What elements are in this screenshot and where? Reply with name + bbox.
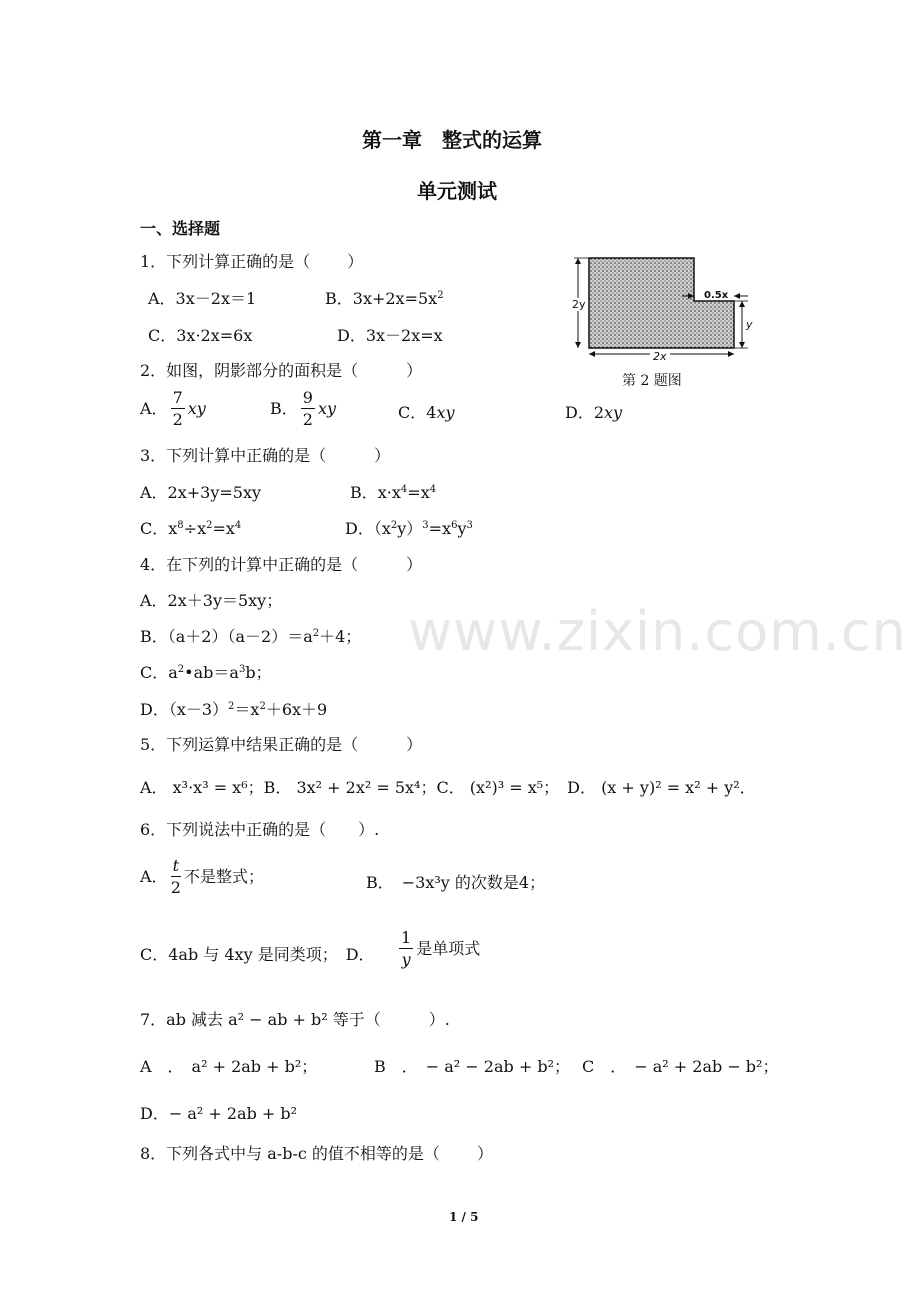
- q2-option-c: C．4xy: [398, 403, 455, 422]
- question-6-stem: 6．下列说法中正确的是（ ）.: [140, 820, 380, 839]
- q7-option-b: B ． − a² − 2ab + b²；: [374, 1057, 570, 1076]
- q7-option-a: A ． a² + 2ab + b²；: [140, 1057, 318, 1076]
- question-7-stem: 7．ab 减去 a² − ab + b² 等于（ ）.: [140, 1010, 450, 1029]
- q3-option-a: A．2x+3y=5xy: [140, 483, 262, 502]
- q1-option-a: A．3x－2x＝1: [148, 289, 257, 308]
- page-title: 第一章 整式的运算: [362, 128, 542, 152]
- q5-options: A． x³·x³ = x⁶；B． 3x² + 2x² = 5x⁴；C． (x²)³ = x⁵； D． (x + y)² = x² + y²．: [140, 778, 756, 797]
- q7-option-c: C ． − a² + 2ab − b²；: [582, 1057, 779, 1076]
- label-2x: 2x: [650, 350, 670, 363]
- question-3-stem: 3．下列计算中正确的是（ ）: [140, 446, 391, 465]
- q2-option-a: A． $\frac{7}{2}$ xy: [140, 388, 206, 429]
- question-5-stem: 5．下列运算中结果正确的是（ ）: [140, 735, 423, 754]
- watermark: www.zixin.com.cn: [408, 600, 907, 663]
- question-4-stem: 4．在下列的计算中正确的是（ ）: [140, 555, 423, 574]
- page-number: 1 / 5: [449, 1210, 479, 1224]
- q2-option-b: B． $\frac{9}{2}$ xy: [270, 388, 337, 429]
- q2-option-d: D．2xy: [565, 403, 623, 422]
- q1-option-c: C．3x·2x=6x: [148, 326, 253, 345]
- q6-option-a: A． $\frac{t}{2}$ 不是整式；: [140, 856, 265, 897]
- section-heading: 一、选择题: [140, 219, 221, 238]
- q4-option-a: A．2x＋3y＝5xy；: [140, 591, 283, 610]
- q3-option-b: B．$x\cdot x^4=x^4$: [350, 483, 437, 502]
- figure-caption: 第 2 题图: [622, 373, 682, 389]
- q1-option-b: B．$3x+2x=5x^2$: [325, 289, 444, 308]
- question-2-figure: [570, 254, 760, 366]
- q4-option-c: C．$a^2•ab=a^3b$；: [140, 663, 272, 682]
- question-2-stem: 2．如图，阴影部分的面积是（ ）: [140, 361, 423, 380]
- q6-option-d: $\frac{1}{y}$ 是单项式: [401, 928, 481, 969]
- q4-option-d: D．$(x-3)^2=x^2+6x+9$: [140, 700, 328, 719]
- q7-option-d: D．− a² + 2ab + b²: [140, 1104, 298, 1123]
- question-8-stem: 8．下列各式中与 a-b-c 的值不相等的是（ ）: [140, 1144, 493, 1163]
- q6-option-b: B． −3x³y 的次数是4；: [366, 873, 546, 892]
- label-0-5x: 0.5x: [704, 290, 729, 301]
- question-1-stem: 1．下列计算正确的是（ ）: [140, 252, 364, 271]
- page-subtitle: 单元测试: [417, 179, 497, 203]
- q4-option-b: B．$(a+2)(a-2)=a^2+4$；: [140, 627, 362, 646]
- q1-option-d: D．3x－2x=x: [337, 326, 443, 345]
- q6-option-c: C．4ab 与 4xy 是同类项； D．: [140, 945, 375, 964]
- label-2y: 2y: [572, 298, 586, 311]
- label-y: y: [746, 318, 753, 331]
- q3-option-d: D．$(x^2y)^3=x^6y^3$: [345, 519, 473, 538]
- q3-option-c: C．$x^8\div x^2=x^4$: [140, 519, 242, 538]
